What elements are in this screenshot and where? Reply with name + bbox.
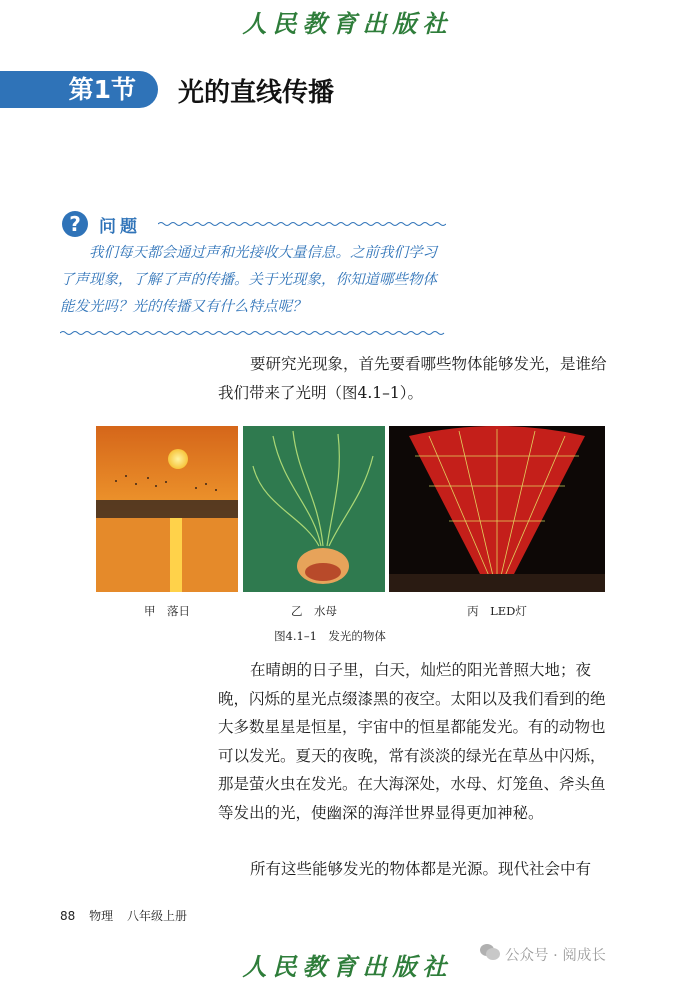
question-text: 我们每天都会通过声和光接收大量信息。之前我们学习了声现象，了解了声的传播。关于光现象，你知道哪些物体能发光吗？光的传播又有什么特点呢？: [60, 245, 437, 315]
figure-title: 图4.1–1 发光的物体: [274, 629, 386, 643]
footer-grade: 八年级上册: [126, 909, 187, 923]
intro-paragraph: 要研究光现象，首先要看哪些物体能够发光，是谁给我们带来了光明（图4.1–1）。: [218, 355, 607, 402]
caption-sunset: 甲 落日: [144, 604, 190, 618]
last-paragraph: 所有这些能够发光的物体都是光源。现代社会中有: [250, 860, 592, 878]
page-footer: [60, 907, 197, 924]
body-paragraph: 在晴朗的日子里，白天，灿烂的阳光普照大地；夜晚，闪烁的星光点缀漆黑的夜空。太阳以及我们看到的绝大多数星星是恒星，宇宙中的恒星都能发光。有的动物也可以发光。夏天的夜晚，常有淡淡的绿光在草丛中闪烁，那是萤火虫在发光。在大海深处，水母、灯笼鱼、斧头鱼等发出的光，使幽深的海洋世界显得更加神秘。: [218, 661, 606, 822]
section-number-badge: 第1节: [0, 71, 158, 108]
publisher-logo-bottom: 人民教育出版社: [242, 952, 453, 981]
footer-subject: 物理: [89, 909, 114, 923]
wavy-divider-bottom: [60, 330, 446, 336]
page-number: 88: [60, 909, 76, 923]
led-light-photo: [389, 426, 605, 592]
wavy-divider-top: [158, 221, 446, 227]
section-title: 光的直线传播: [178, 78, 335, 108]
question-label: 问题: [99, 217, 141, 237]
caption-jellyfish: 乙 水母: [291, 604, 337, 618]
caption-led: 丙 LED灯: [467, 604, 527, 618]
question-mark-icon: ?: [62, 211, 88, 237]
publisher-logo-top: 人民教育出版社: [242, 9, 453, 38]
sunset-photo: [96, 426, 238, 592]
jellyfish-photo: [243, 426, 385, 592]
wechat-watermark: 公众号 · 阅成长: [505, 944, 606, 965]
wechat-icon: [479, 943, 501, 961]
